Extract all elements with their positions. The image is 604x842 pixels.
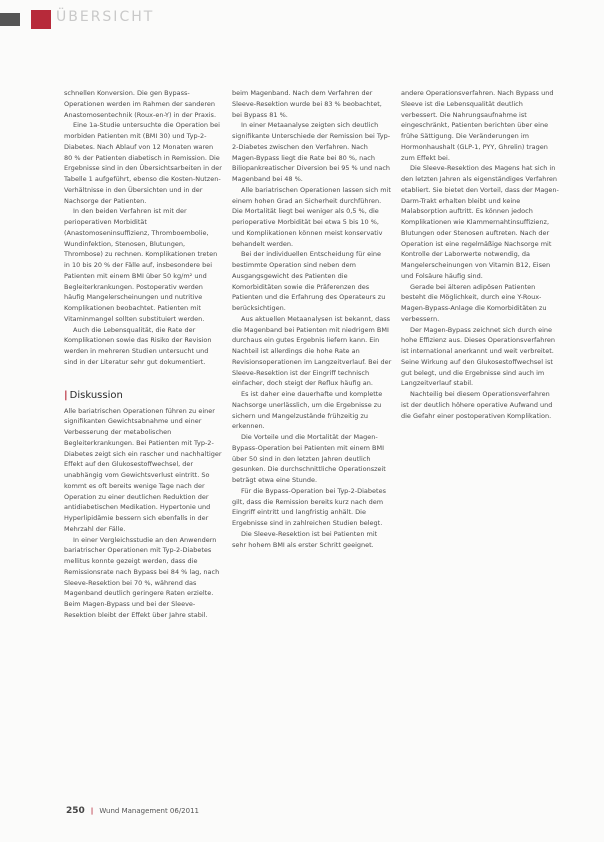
paragraph: Aus aktuellen Metaanalysen ist bekannt, dass die Magenband bei Patienten mit niedrigem BMI durchaus ein gutes Ergebnis liefern kann. Ein Nachteil ist allerdings die hohe Rate an Revisionsoperationen im Langzeitverlauf. Bei der Sleeve-Resektion ist der Eingriff technisch einfacher, doch steigt der Reflux häufig an. xyxy=(232,314,392,388)
journal-name: Wund Management 06/2011 xyxy=(99,807,199,815)
text-column-2 xyxy=(232,88,392,810)
paragraph: andere Operationsverfahren. Nach Bypass und Sleeve ist die Lebensqualität deutlich verbessert. Die Nahrungsaufnahme ist eingeschränkt, Patienten berichten über eine frühe Sättigung. Die Veränderungen im Hormonhaushalt (GLP-1, PYY, Ghrelin) tragen zum Effekt bei. xyxy=(401,89,554,162)
paragraph: Die Sleeve-Resektion des Magens hat sich in den letzten Jahren als eigenständiges Verfahren etabliert. Sie bietet den Vorteil, dass der Magen-Darm-Trakt erhalten bleibt und keine Malabsorption auftritt. Es können jedoch Komplikationen wie Klammernahtinsuffizienz, Blutungen oder Stenosen auftreten. Nach der Operation ist eine regelmäßige Nachsorge mit Kontrolle der Laborwerte notwendig, da Mangelerscheinungen von Vitamin B12, Eisen und Folsäure häufig sind. xyxy=(401,164,559,280)
heading-text: Diskussion xyxy=(69,389,123,401)
page-header xyxy=(0,0,604,40)
paragraph: Der Magen-Bypass zeichnet sich durch eine hohe Effizienz aus. Dieses Operationsverfahren ist international anerkannt und weit verbreitet. Seine Wirkung auf den Glukosestoffwechsel ist gut belegt, und die Ergebnisse sind auch im Langzeitverlauf stabil. xyxy=(401,325,556,388)
paragraph: Auch die Lebensqualität, die Rate der Komplikationen sowie das Risiko der Revision werden in mehreren Studien untersucht und sind in der Literatur sehr gut dokumentiert. xyxy=(64,325,212,366)
paragraph: Die Sleeve-Resektion ist bei Patienten mit sehr hohem BMI als erster Schritt geeignet. xyxy=(232,529,378,549)
text-column-3 xyxy=(401,88,559,810)
text-column-1 xyxy=(64,88,222,798)
paragraph: Nachteilig bei diesem Operationsverfahren ist der deutlich höhere operative Aufwand und die Gefahr einer postoperativen Komplikation. xyxy=(401,390,553,420)
paragraph: beim Magenband. Nach dem Verfahren der Sleeve-Resektion wurde bei 83 % beobachtet, bei Bypass 81 %. xyxy=(232,89,382,119)
section-heading xyxy=(64,390,222,402)
paragraph: Alle bariatrischen Operationen lassen sich mit einem hohen Grad an Sicherheit durchführen. Die Mortalität liegt bei weniger als 0,5 %, die perioperative Morbidität bei etwa 5 bis 10 %, und Komplikationen können meist konservativ behandelt werden. xyxy=(232,185,391,248)
paragraph: Gerade bei älteren adipösen Patienten besteht die Möglichkeit, durch eine Y-Roux-Magen-Bypass-Anlage die Komorbiditäten zu verbessern. xyxy=(401,282,547,323)
header-bar xyxy=(0,13,20,26)
paragraph: Für die Bypass-Operation bei Typ-2-Diabetes gilt, dass die Remission bereits kurz nach dem Eingriff eintritt und langfristig anhält. Die Ergebnisse sind in zahlreichen Studien belegt. xyxy=(232,486,386,527)
paragraph: In einer Vergleichsstudie an den Anwendern bariatrischer Operationen mit Typ-2-Diabetes mellitus konnte gezeigt werden, dass die Remissionsrate nach Bypass bei 84 % lag, nach Sleeve-Resektion bei 70 %, während das Magenband deutlich geringere Raten erzielte. Beim Magen-Bypass und bei der Sleeve-Resektion bleibt der Effekt über Jahre stabil. xyxy=(64,535,220,619)
page-number: 250 xyxy=(66,806,85,816)
paragraph: Eine 1a-Studie untersuchte die Operation bei morbiden Patienten mit (BMI 30) und Typ-2-Diabetes. Nach Ablauf von 12 Monaten waren 80 % der Patienten diabetisch in Remission. Die Ergebnisse sind in den Übersichtsarbeiten in der Tabelle 1 aufgeführt, ebenso die Kosten-Nutzen-Verhältnisse in den Übersichten und in der Nachsorge der Patienten. xyxy=(64,121,222,205)
paragraph: Die Vorteile und die Mortalität der Magen-Bypass-Operation bei Patienten mit einem BMI über 50 sind in den letzten Jahren deutlich gesunken. Die durchschnittliche Operationszeit beträgt etwa eine Stunde. xyxy=(232,433,386,484)
heading-marker: | xyxy=(64,389,68,401)
section-badge xyxy=(31,10,51,29)
paragraph: Es ist daher eine dauerhafte und komplette Nachsorge unerlässlich, um die Ergebnisse zu sichern und Mangelzustände frühzeitig zu erkennen. xyxy=(232,390,383,431)
paragraph: Alle bariatrischen Operationen führen zu einer signifikanten Gewichtsabnahme und einer Verbesserung der metabolischen Begleiterkrankungen. Bei Patienten mit Typ-2-Diabetes zeigt sich ein rascher und nachhaltiger Effekt auf den Glukosestoffwechsel, der unabhängig vom Gewichtsverlust eintritt. So kommt es oft bereits wenige Tage nach der Operation zu einer deutlichen Reduktion der antidiabetischen Medikation. Hypertonie und Hyperlipidämie bessern sich ebenfalls in der Mehrzahl der Fälle. xyxy=(64,406,222,533)
paragraph: In den beiden Verfahren ist mit der perioperativen Morbidität (Anastomoseninsuffizienz, Thromboembolie, Wundinfektion, Stenosen, Blutungen, Thrombose) zu rechnen. Komplikationen treten in 10 bis 20 % der Fälle auf, insbesondere bei Patienten mit einem BMI über 50 kg/m² und Begleiterkrankungen. Postoperativ werden häufig Mangelerscheinungen und nutritive Komplikationen beobachtet. Patienten mit Vitaminmangel sollten substituiert werden. xyxy=(64,207,218,323)
paragraph: schnellen Konversion. Die gen Bypass-Operationen werden im Rahmen der sanderen Anastomosentechnik (Roux-en-Y) in der Praxis. xyxy=(64,89,217,119)
paragraph: In einer Metaanalyse zeigten sich deutlich signifikante Unterschiede der Remission bei Typ-2-Diabetes zwischen den Verfahren. Nach Magen-Bypass liegt die Rate bei 80 %, nach Biliopankreatischer Diversion bei 95 % und nach Magenband bei 48 %. xyxy=(232,121,391,183)
footer-separator: | xyxy=(90,807,94,815)
paragraph: Bei der individuellen Entscheidung für eine bestimmte Operation sind neben dem Ausgangsgewicht des Patienten die Komorbiditäten sowie die Präferenzen des Patienten und die Erfahrung des Operateurs zu berücksichtigen. xyxy=(232,250,386,312)
page-footer xyxy=(66,806,199,816)
section-title: ÜBERSICHT xyxy=(56,9,155,25)
